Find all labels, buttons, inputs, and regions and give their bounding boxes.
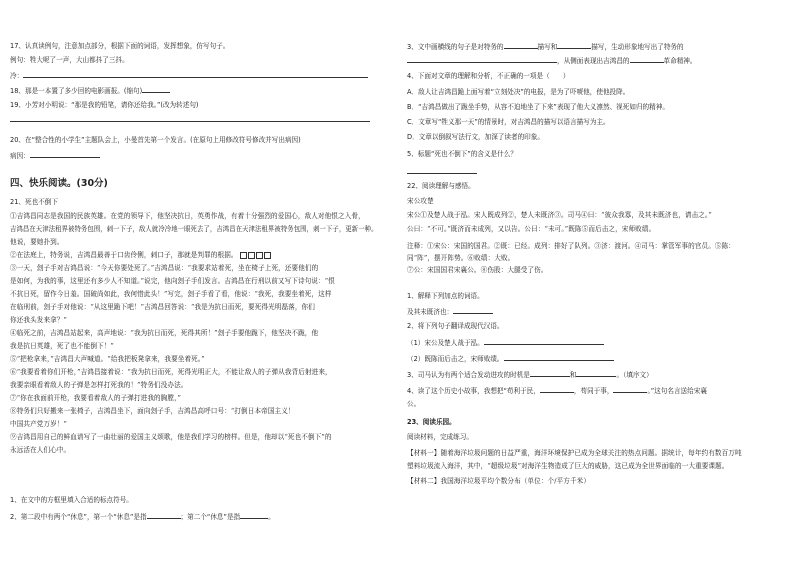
- paragraph-1: ①吉鸿昌同志是我国的民族英雄。在党的领导下，他坚决抗日，英勇作战，有着十分强烈的爱国心，敌人对他恨之入骨，: [10, 212, 365, 220]
- answer-line-5: [407, 167, 477, 176]
- option-c: C．文章写“牲义那一天”的情景时，对吉鸿昌的描写以语言描写为主。: [407, 118, 610, 126]
- question-23: 23、阅读乐园。: [407, 418, 456, 426]
- material-1: 【材料一】随着海洋垃圾问题的日益严重，海洋环境保护已成为全球关注的热点问题。据统计，每年约有数百万吨: [407, 449, 742, 457]
- paragraph-4-line-2: 我是抗日英雄，死了也不能倒下！”: [10, 342, 114, 350]
- question-5: 5、标题“死也不倒下”的含义是什么？: [407, 150, 517, 158]
- sub-question-22-1: 1、解释下列加点的词语。: [407, 292, 484, 300]
- sub-question-22-3: 3、司马认为有两个适合发动进攻的时机是 和 。（填序文）: [407, 371, 653, 379]
- paragraph-3: ③一天，刽子手对吉鸿昌说：“今天你要处死了。”吉鸿昌说：“我要求站着死，坐在椅子上死，还要他们的: [10, 264, 319, 272]
- reading-instruction: 阅读材料，完成练习。: [407, 433, 473, 441]
- sub-question-22-4: 4、读了这个历史小故事，我想把“苟利于民， ，苟同于事， 。”这句名言送给宋襄: [407, 387, 707, 395]
- paragraph-9-line-2: 永远活在人们心中。: [10, 446, 71, 454]
- question-4: 4、下面对文章的理解和分析，不正确的一项是（ ）: [407, 72, 570, 80]
- annotation: 注释：①宋公：宋国的国君。②既：已经。成列：排好了队列。③济：渡河。④司马：掌管军事的官员。⑤陈：: [407, 242, 735, 250]
- answer-line-19: [10, 115, 370, 124]
- question-3-line-2: ，从侧面表现出吉鸿昌的 革命精神。: [407, 56, 697, 65]
- question-20: 20、在“整合性的小学生”主题队会上，小曼首先第一个发言。(在原句上用修改符号修改并写出病因): [10, 136, 301, 144]
- paragraph-8: ⑧特务们只好搬来一张椅子，吉鸿昌坐下，面向刽子手，吉鸿昌高呼口号：“打倒日本帝国主义！: [10, 407, 295, 415]
- question-21: 21、死也不倒下: [10, 198, 58, 206]
- example-sentence: 例句：牲大呢了一声，大山都抖了三抖。: [10, 56, 129, 64]
- sub-question-22-4-end: 公。: [407, 400, 421, 408]
- question-19: 19、小芳对小明说：“那是我的铅笔，请你还给我。”(改为转述句): [10, 101, 199, 109]
- sub-question-22-1-item: 及其未既济也：: [407, 307, 493, 316]
- paragraph-1-line-3: 他说，要她扑到。: [10, 238, 64, 246]
- sub-question-22-2: 2、将下列句子翻译成现代汉语。: [407, 322, 504, 330]
- paragraph-7: ⑦“你在我面前开枪，我要看着敌人的子弹打进我的胸膛，”: [10, 394, 181, 402]
- paragraph-3-line-4: 在临刑前，刽子手对他说：“从这里跪下吧！”吉鸿昌回答说：“我是为抗日而死，要死得光明磊落，你们: [10, 303, 315, 311]
- paragraph-2: ②在法庭上，特务说，吉鸿昌最善于口齿伶俐，刺口子，那就是判罪的根据。: [10, 251, 272, 259]
- paragraph-3-line-5: 你还我头发来拿？”: [10, 316, 68, 324]
- translate-2: （2）既陈而后击之，宋师败绩。: [407, 354, 614, 363]
- paragraph-4: ④临死之前，吉鸿昌站起来，高声地说：“我为抗日而死，死得其所！”刽子手要他跪下，他坚决不跪，他: [10, 329, 319, 337]
- material-2: 【材料二】我国海洋垃圾平均个数分布（单位：个/平方千米）: [407, 477, 591, 485]
- paragraph-5: ⑤“把枪拿来，”吉鸿昌大声喊道。“给我把板凳拿来，我要坐着死。”: [10, 355, 205, 363]
- option-a: A．敌人让吉鸿昌跪上面写着“立刻处决”的电报，是为了吓唬他，使他投降。: [407, 88, 630, 96]
- answer-line-cold: 冷：: [10, 71, 368, 80]
- sub-question-2: 2、第二段中有两个“休息”，第一个“休息”是指 ；第二个“休息”是指 。: [10, 513, 275, 521]
- annotation-line-3: ⑦公：宋国国君宋襄公。⑧伤股：大腿受了伤。: [407, 266, 548, 274]
- left-column: [0, 0, 380, 562]
- paragraph-6: ⑥“我要看着你们开枪，”吉鸿昌接着说：“我为抗日而死，死得光明正大，不能让敌人的子弹从我背后射进来，: [10, 368, 332, 376]
- paragraph-6-line-2: 我要亲眼看着敌人的子弹是怎样打死我的！”特务们没办法。: [10, 381, 188, 389]
- paragraph-9: ⑨吉鸿昌用自己的鲜血谱写了一曲壮丽的爱国主义颂歌，他是我们学习的榜样。但是，他却以“死也不倒下”的: [10, 433, 332, 441]
- cause-line: 病因：: [10, 151, 100, 160]
- paragraph-3-line-3: 不抗日死，留作今日羞。国破尚如此，我何惜此头！”写完，刽子手看了看，他说：“我死，我要坐着死，这样: [10, 290, 332, 298]
- classical-text-line-2: 公曰：“不可。”既济而未成列，又以告。公曰：“未可。”既陈⑤而后击之，宋师败绩。: [407, 225, 656, 233]
- option-b: B．“吉鸿昌做出了跪坐手势，从容不迫地坐了下来”表现了他大义凛然、视死如归的精神。: [407, 103, 669, 111]
- material-1-line-2: 塑料垃圾流入海洋，其中，“超级垃圾”对海洋生物造成了巨大的威胁，这已成为全世界面临的一大重要课题。: [407, 462, 729, 470]
- sub-question-1: 1、在文中的方框里填入合适的标点符号。: [10, 496, 133, 504]
- annotation-line-2: 同“阵”，摆开阵势。⑥败绩：大败。: [407, 254, 515, 262]
- right-column: [397, 0, 777, 562]
- paragraph-1-line-2: 吉鸿昌在天津法租界被特务包围，刺一下子，敌人就冷冷地一眼死去了，吉鸿昌在天津法租界被特务包围，刺一下子，更新一种。: [10, 225, 378, 233]
- classical-text-title: 宋公攻楚: [407, 197, 434, 205]
- section-4-heading: 四、快乐阅读。(30分): [10, 178, 108, 189]
- paragraph-8-line-2: 中国共产党万岁！”: [10, 420, 68, 428]
- paragraph-3-line-2: 是如何，为我的事，这里还有多少人不知道。”说完，他向刽子手们发言。吉鸿昌在行刑以前又写下诗句说：“恨: [10, 277, 335, 285]
- option-d: D．文章以倒叙写法行文，加深了读者的印象。: [407, 133, 544, 141]
- classical-text: 宋公①及楚人战于泓。宋人既成列②，楚人未既济③。司马④曰：“彼众我寡，及其未既济也，请击之。”: [407, 211, 712, 219]
- question-3: 3、文中画横线的句子是对特务的 描写和 描写，生动形象地写出了特务的: [407, 43, 684, 51]
- translate-1: （1）宋公及楚人战于泓。: [407, 338, 604, 347]
- question-17: 17、认真读例句，注意加点部分，根据下面的词语，发挥想象，仿写句子。: [10, 42, 230, 50]
- question-22: 22、阅读理解与感悟。: [407, 182, 475, 190]
- question-18: 18、那是一本置了多少回的电影画报。(缩句): [10, 86, 170, 95]
